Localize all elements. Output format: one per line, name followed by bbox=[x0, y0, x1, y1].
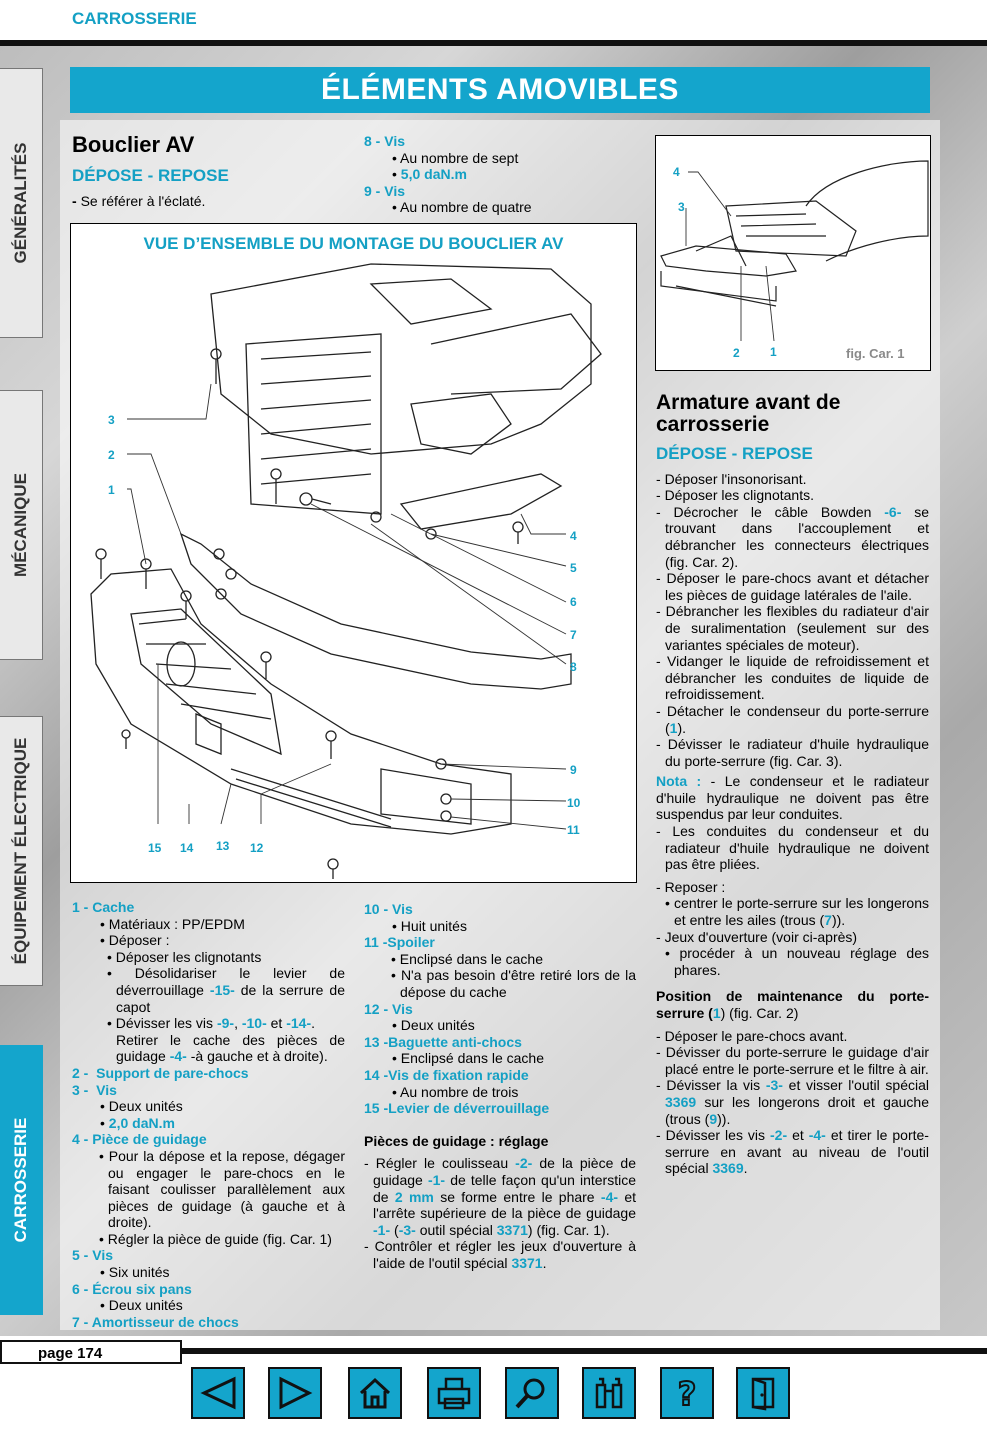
text: et bbox=[787, 1127, 809, 1144]
text: sur les longerons droit et gauche (trous ( bbox=[665, 1093, 929, 1127]
armature-subheading: DÉPOSE - REPOSE bbox=[656, 444, 813, 463]
item-number: 13 bbox=[364, 1033, 380, 1050]
item-number: 2 - bbox=[72, 1064, 89, 1081]
item-detail: Huit unités bbox=[400, 917, 467, 934]
item-name: Vis bbox=[384, 133, 406, 149]
tab-label: GÉNÉRALITÉS bbox=[11, 142, 30, 264]
text: outil spécial bbox=[415, 1221, 497, 1238]
note-label: Nota : bbox=[656, 773, 702, 790]
text: Détacher le condenseur du porte-serrure ( bbox=[665, 702, 929, 736]
ref: -4- bbox=[600, 1188, 619, 1205]
ref: 2 mm bbox=[394, 1188, 434, 1205]
next-page-button[interactable] bbox=[268, 1367, 322, 1419]
item-torque: 2,0 daN.m bbox=[108, 1114, 175, 1131]
help-icon bbox=[667, 1375, 707, 1411]
text: Dévisser les vis bbox=[665, 1127, 770, 1144]
tab-label: MÉCANIQUE bbox=[11, 473, 30, 577]
item-number: 7 bbox=[72, 1313, 80, 1330]
text: Dévisser les vis bbox=[115, 1015, 217, 1032]
callout-2: 2 bbox=[108, 448, 115, 462]
ref: -10- bbox=[241, 1015, 267, 1032]
legend-left: 1 - Cache • Matériaux : PP/EPDM • Déposer : • Déposer les clignotants • Désolidariser le levier de déverrouillage -15- de la serrure de capot • Dévisser les vis -9-, -10- et -14-. Retirer le cache des pièces de guidage -4- -à gauche et à droite). 2 - Support de pare-chocs 3 - Vis • Deux unités • 2,0 daN.m 4 - Pièce de guidage • Pour la dépose et la repose, dégager ou engager le pare-chocs en le faisant coulisser parallèlement aux pièces de guidage (à gauche et à droite). • Régler la pièce de guide (fig. Car. 1) 5 - Vis • Six unités 6 - Écrou six pans • Deux unités 7 - Amortisseur de chocs bbox=[72, 899, 345, 1330]
legend-mid: 10 - Vis • Huit unités 11 -Spoiler • Enclipsé dans le cache • N'a pas besoin d'être retiré lors de la dépose du cache 12 - Vis • Deux unités 13 -Baguette anti-chocs • Enclipsé dans le cache 14 -Vis de fixation rapide • Au nombre de trois 15 -Levier de déverrouillage Pièces de guidage : réglage - Régler le coulisseau -2- de la pièce de guidage -1- de telle façon qu'un interstice de 2 mm se forme entre le phare -4- et l'arrête supérieure de la pièce de guidage -1- (-3- outil spécial 3371) (fig. Car. 1). - Contrôler et régler les jeux d'ouverture à l'aide de l'outil spécial 3371. bbox=[364, 901, 637, 1271]
item-name: Amortisseur de chocs bbox=[91, 1313, 239, 1330]
bumper-drawing bbox=[71, 224, 636, 882]
text: Décrocher le câble Bowden bbox=[673, 503, 885, 520]
svg-text:?: ? bbox=[677, 1375, 697, 1411]
tab-equipement-electrique[interactable] bbox=[0, 716, 43, 986]
ref: -1- bbox=[427, 1171, 446, 1188]
item-name: -Spoiler bbox=[382, 934, 435, 951]
callout-3: 3 bbox=[678, 200, 685, 214]
text: ) (fig. Car. 2) bbox=[720, 1005, 799, 1021]
step: Reposer : bbox=[664, 878, 726, 895]
item-detail: N'a pas besoin d'être retiré lors de la dépose du cache bbox=[400, 967, 636, 1000]
ref: 3371 bbox=[496, 1221, 528, 1238]
ref: -2- bbox=[515, 1155, 533, 1172]
item-number: 11 bbox=[364, 934, 379, 951]
step: Dévisser le radiateur d'huile hydraulique du porte-serrure (fig. Car. 3). bbox=[665, 736, 929, 769]
find-button[interactable] bbox=[582, 1367, 636, 1419]
ref: -14- bbox=[286, 1015, 312, 1032]
item-detail: Deux unités bbox=[108, 1098, 183, 1115]
help-button[interactable] bbox=[660, 1367, 714, 1419]
ref: -9- bbox=[216, 1015, 235, 1032]
bouclier-heading: Bouclier AV bbox=[72, 132, 195, 157]
callout-8: 8 bbox=[570, 660, 577, 674]
item-detail: Enclipsé dans le cache bbox=[400, 1050, 544, 1067]
text: de la pièce de guidage bbox=[373, 1155, 636, 1188]
callout-4: 4 bbox=[673, 165, 680, 179]
text: , bbox=[234, 1015, 242, 1032]
headlight-drawing bbox=[656, 136, 930, 370]
item-number: 9 bbox=[364, 182, 372, 199]
ref: -15- bbox=[209, 981, 235, 998]
step: Les conduites du condenseur et du radiateur d'huile hydraulique ne doivent pas être pliées. bbox=[665, 823, 929, 873]
callout-15: 15 bbox=[148, 841, 162, 855]
step: Déposer le pare-chocs avant. bbox=[664, 1027, 848, 1044]
ref: -1- bbox=[373, 1221, 391, 1238]
item-torque: 5,0 daN.m bbox=[400, 166, 467, 183]
text: -à gauche et à droite). bbox=[186, 1048, 328, 1065]
ref: -4- bbox=[808, 1127, 826, 1144]
ref: -3- bbox=[398, 1221, 416, 1238]
item-detail: Six unités bbox=[108, 1264, 170, 1281]
callout-2: 2 bbox=[733, 346, 740, 360]
item-detail: Au nombre de trois bbox=[400, 1083, 519, 1100]
home-icon bbox=[355, 1375, 395, 1411]
text: )). bbox=[831, 912, 846, 929]
item-detail: Pour la dépose et la repose, dégager ou engager le pare-chocs en le faisant coulisser parallèlement aux pièces de guidage (à gauche et à droite). bbox=[108, 1147, 345, 1231]
armature-heading: Armature avant de carrosserie bbox=[656, 391, 841, 436]
step: Jeux d'ouverture (voir ci-après) bbox=[664, 928, 858, 945]
text: ( bbox=[390, 1221, 399, 1238]
item-name: -Levier de déverrouillage bbox=[383, 1100, 550, 1117]
item-detail: Deux unités bbox=[108, 1297, 183, 1314]
text: Désolidariser le levier de déverrouillage bbox=[116, 965, 345, 998]
item-detail: Deux unités bbox=[400, 1017, 475, 1034]
ref: -3- bbox=[765, 1077, 783, 1094]
item-name: -Vis de fixation rapide bbox=[383, 1066, 529, 1083]
callout-13: 13 bbox=[216, 839, 230, 853]
step: Dévisser du porte-serrure le guidage d'air placé entre le porte-serrure et le filtre à air. bbox=[665, 1044, 929, 1077]
item-detail: Déposer les clignotants bbox=[115, 948, 262, 965]
bouclier-subheading: DÉPOSE - REPOSE bbox=[72, 166, 229, 185]
guidage-heading: Pièces de guidage : réglage bbox=[364, 1132, 549, 1149]
search-button[interactable] bbox=[505, 1367, 559, 1419]
text: Contrôler et régler les jeux d'ouverture à l'aide de l'outil spécial bbox=[373, 1238, 636, 1271]
text: . bbox=[542, 1254, 547, 1271]
text: Position de maintenance du porte-serrure ( bbox=[656, 988, 929, 1021]
item-name: Pièce de guidage bbox=[92, 1131, 207, 1148]
step: Déposer les clignotants. bbox=[664, 487, 814, 504]
item-number: 6 bbox=[72, 1280, 80, 1297]
ref: -6- bbox=[884, 503, 902, 520]
item-detail: Au nombre de sept bbox=[400, 149, 519, 166]
ref: 3369 bbox=[665, 1093, 697, 1110]
item-number: 8 bbox=[364, 133, 372, 149]
item-detail: Matériaux : PP/EPDM bbox=[108, 915, 245, 932]
exit-icon bbox=[743, 1375, 783, 1411]
item-number: 4 bbox=[72, 1131, 80, 1148]
item-name: Vis bbox=[392, 1000, 413, 1017]
printer-icon bbox=[434, 1375, 474, 1411]
ref: -2- bbox=[770, 1127, 788, 1144]
prev-page-button[interactable] bbox=[191, 1367, 245, 1419]
callout-11: 11 bbox=[567, 823, 580, 837]
tab-label: CARROSSERIE bbox=[11, 1117, 30, 1243]
armature-section: Armature avant de carrosserie DÉPOSE - REPOSE - Déposer l'insonorisant. - Déposer les clignotants. - Décrocher le câble Bowden -6- se trouvant dans l'accouplement et débrancher les connecteurs électriques (fig. Car. 2). - Déposer le pare-chocs avant et détacher les pièces de guidage latérales de l'aile. - Débrancher les flexibles du radiateur d'air de suralimentation (seulement sur des variantes spéciales de moteur). - Vidanger le liquide de refroidissement et débrancher les conduites de liquide de refroidissement. - Détacher le condenseur du porte-serrure (1). - Dévisser le radiateur d'huile hydraulique du porte-serrure (fig. Car. 3). Nota : - Le condenseur et le radiateur d'huile hydraulique ne doivent pas être suspendus par leur conduites. - Les conduites du condenseur et du radiateur d'huile hydraulique ne doivent pas être pliées. - Reposer : • centrer le porte-serrure sur les longerons et entre les ailes (trous (7)). - Jeux d'ouverture (voir ci-après) • procéder à un nouveau réglage des phares. Position de maintenance du porte-serrure (1) (fig. Car. 2) - Déposer le pare-chocs avant. - Dévisser du porte-serrure le guidage d'air placé entre le porte-serrure et le filtre à air. - Dévisser la vis -3- et visser l'outil spécial 3369 sur les longerons droit et gauche (trous (9)). - Dévisser les vis -2- et -4- et tirer le porte-serrure en avant au niveau de l'outil spécial 3369. bbox=[656, 391, 929, 1177]
binoculars-icon bbox=[589, 1375, 629, 1411]
text: et l'arrête supérieure de la pièce de guidage bbox=[373, 1188, 637, 1222]
figure-car-1 bbox=[655, 135, 931, 371]
item-number: 1 bbox=[72, 899, 80, 915]
item-detail: Déposer : bbox=[108, 932, 170, 949]
item-name: Vis bbox=[392, 901, 413, 917]
ref: 3371 bbox=[511, 1254, 543, 1271]
item-number: 5 bbox=[72, 1247, 80, 1264]
tab-carrosserie[interactable] bbox=[0, 1045, 43, 1315]
item-name: Vis bbox=[384, 182, 406, 199]
item-name: Vis bbox=[92, 1247, 114, 1264]
text: . bbox=[311, 1015, 316, 1032]
bouclier-intro: Se référer à l'éclaté. bbox=[80, 192, 206, 209]
section-header: CARROSSERIE bbox=[72, 9, 197, 28]
text: )). bbox=[717, 1110, 731, 1127]
callout-1: 1 bbox=[108, 483, 115, 497]
text: ) (fig. Car. 1). bbox=[527, 1221, 610, 1238]
exit-button[interactable] bbox=[736, 1367, 790, 1419]
callout-9: 9 bbox=[570, 763, 577, 777]
item-name: Cache bbox=[92, 899, 135, 915]
item-name: Support de pare-chocs bbox=[96, 1064, 249, 1081]
text: et tirer le porte-serrure en avant au niveau de l'outil spécial bbox=[665, 1127, 929, 1177]
arrow-left-icon bbox=[198, 1375, 238, 1411]
item-detail: Régler la pièce de guide (fig. Car. 1) bbox=[107, 1230, 332, 1247]
print-button[interactable] bbox=[427, 1367, 481, 1419]
home-button[interactable] bbox=[348, 1367, 402, 1419]
text: et bbox=[266, 1015, 287, 1032]
item-number: 3 - bbox=[72, 1081, 89, 1098]
bouclier-section: Bouclier AV DÉPOSE - REPOSE - Se référer à l'éclaté. bbox=[72, 134, 342, 209]
text: de telle façon qu'un interstice de bbox=[373, 1171, 636, 1205]
callout-10: 10 bbox=[567, 796, 581, 810]
top-rule bbox=[0, 40, 987, 46]
item-number: 15 bbox=[364, 1100, 380, 1117]
text: Dévisser la vis bbox=[666, 1077, 766, 1094]
callout-4: 4 bbox=[570, 529, 577, 543]
step: procéder à un nouveau réglage des phares. bbox=[674, 945, 929, 978]
arrow-right-icon bbox=[275, 1375, 315, 1411]
text: centrer le porte-serrure sur les longerons et entre les ailes (trous ( bbox=[674, 895, 929, 929]
item-number: 10 - bbox=[364, 901, 389, 917]
item-name: Écrou six pans bbox=[92, 1280, 192, 1297]
tab-mecanique[interactable] bbox=[0, 390, 43, 660]
step: Vidanger le liquide de refroidissement et débrancher les conduites de liquide de refroidissement. bbox=[665, 653, 929, 703]
step: Déposer le pare-chocs avant et détacher les pièces de guidage latérales de l'aile. bbox=[665, 570, 929, 603]
page-number: page 174 bbox=[0, 1340, 182, 1364]
figure-title: VUE D’ENSEMBLE DU MONTAGE DU BOUCLIER AV bbox=[143, 234, 564, 253]
callout-5: 5 bbox=[570, 561, 577, 575]
text: ). bbox=[677, 719, 687, 736]
callout-12: 12 bbox=[250, 841, 264, 855]
text: se forme entre le phare bbox=[433, 1188, 601, 1205]
search-icon bbox=[512, 1375, 552, 1411]
ref: 3369 bbox=[712, 1160, 744, 1177]
ref: 1 bbox=[669, 719, 678, 736]
text: et visser l'outil spécial bbox=[782, 1077, 929, 1094]
page-title: ÉLÉMENTS AMOVIBLES bbox=[70, 67, 930, 113]
ref: 7 bbox=[824, 912, 832, 929]
ref: 9 bbox=[709, 1110, 718, 1127]
figure-caption: fig. Car. 1 bbox=[846, 346, 905, 361]
callout-6: 6 bbox=[570, 595, 577, 609]
note-text: - Le condenseur et le radiateur d'huile hydraulique ne doivent pas être suspendus par leur conduites. bbox=[656, 773, 929, 823]
figure-bouclier-exploded bbox=[70, 223, 637, 883]
text: Retirer le cache des pièces de guidage bbox=[116, 1031, 345, 1065]
callout-3: 3 bbox=[108, 413, 115, 427]
item-detail: Au nombre de quatre bbox=[400, 199, 532, 216]
item-number: 14 bbox=[364, 1066, 380, 1083]
item-detail: Enclipsé dans le cache bbox=[399, 950, 543, 967]
callout-1: 1 bbox=[770, 345, 777, 359]
step: Déposer l'insonorisant. bbox=[664, 470, 807, 487]
legend-top: 8 - Vis • Au nombre de sept • 5,0 daN.m 9 - Vis • Au nombre de quatre bbox=[364, 133, 532, 216]
callout-7: 7 bbox=[570, 628, 577, 642]
text: de la serrure de capot bbox=[116, 981, 345, 1015]
ref: 1 bbox=[712, 1005, 721, 1021]
tab-label: ÉQUIPEMENT ÉLECTRIQUE bbox=[11, 737, 30, 965]
callout-14: 14 bbox=[180, 841, 194, 855]
text: . bbox=[743, 1160, 748, 1177]
item-name: Vis bbox=[96, 1081, 117, 1098]
step: Débrancher les flexibles du radiateur d'air de suralimentation (seulement sur des variantes spéciales de moteur). bbox=[665, 603, 929, 653]
item-name: -Baguette anti-chocs bbox=[383, 1033, 522, 1050]
text: se trouvant dans l'accouplement et débrancher les connecteurs électriques (fig. Car. 2). bbox=[665, 503, 929, 570]
text: Régler le coulisseau bbox=[375, 1155, 516, 1172]
item-number: 12 - bbox=[364, 1000, 389, 1017]
tab-generalites[interactable] bbox=[0, 68, 43, 338]
ref: -4- bbox=[169, 1048, 187, 1065]
